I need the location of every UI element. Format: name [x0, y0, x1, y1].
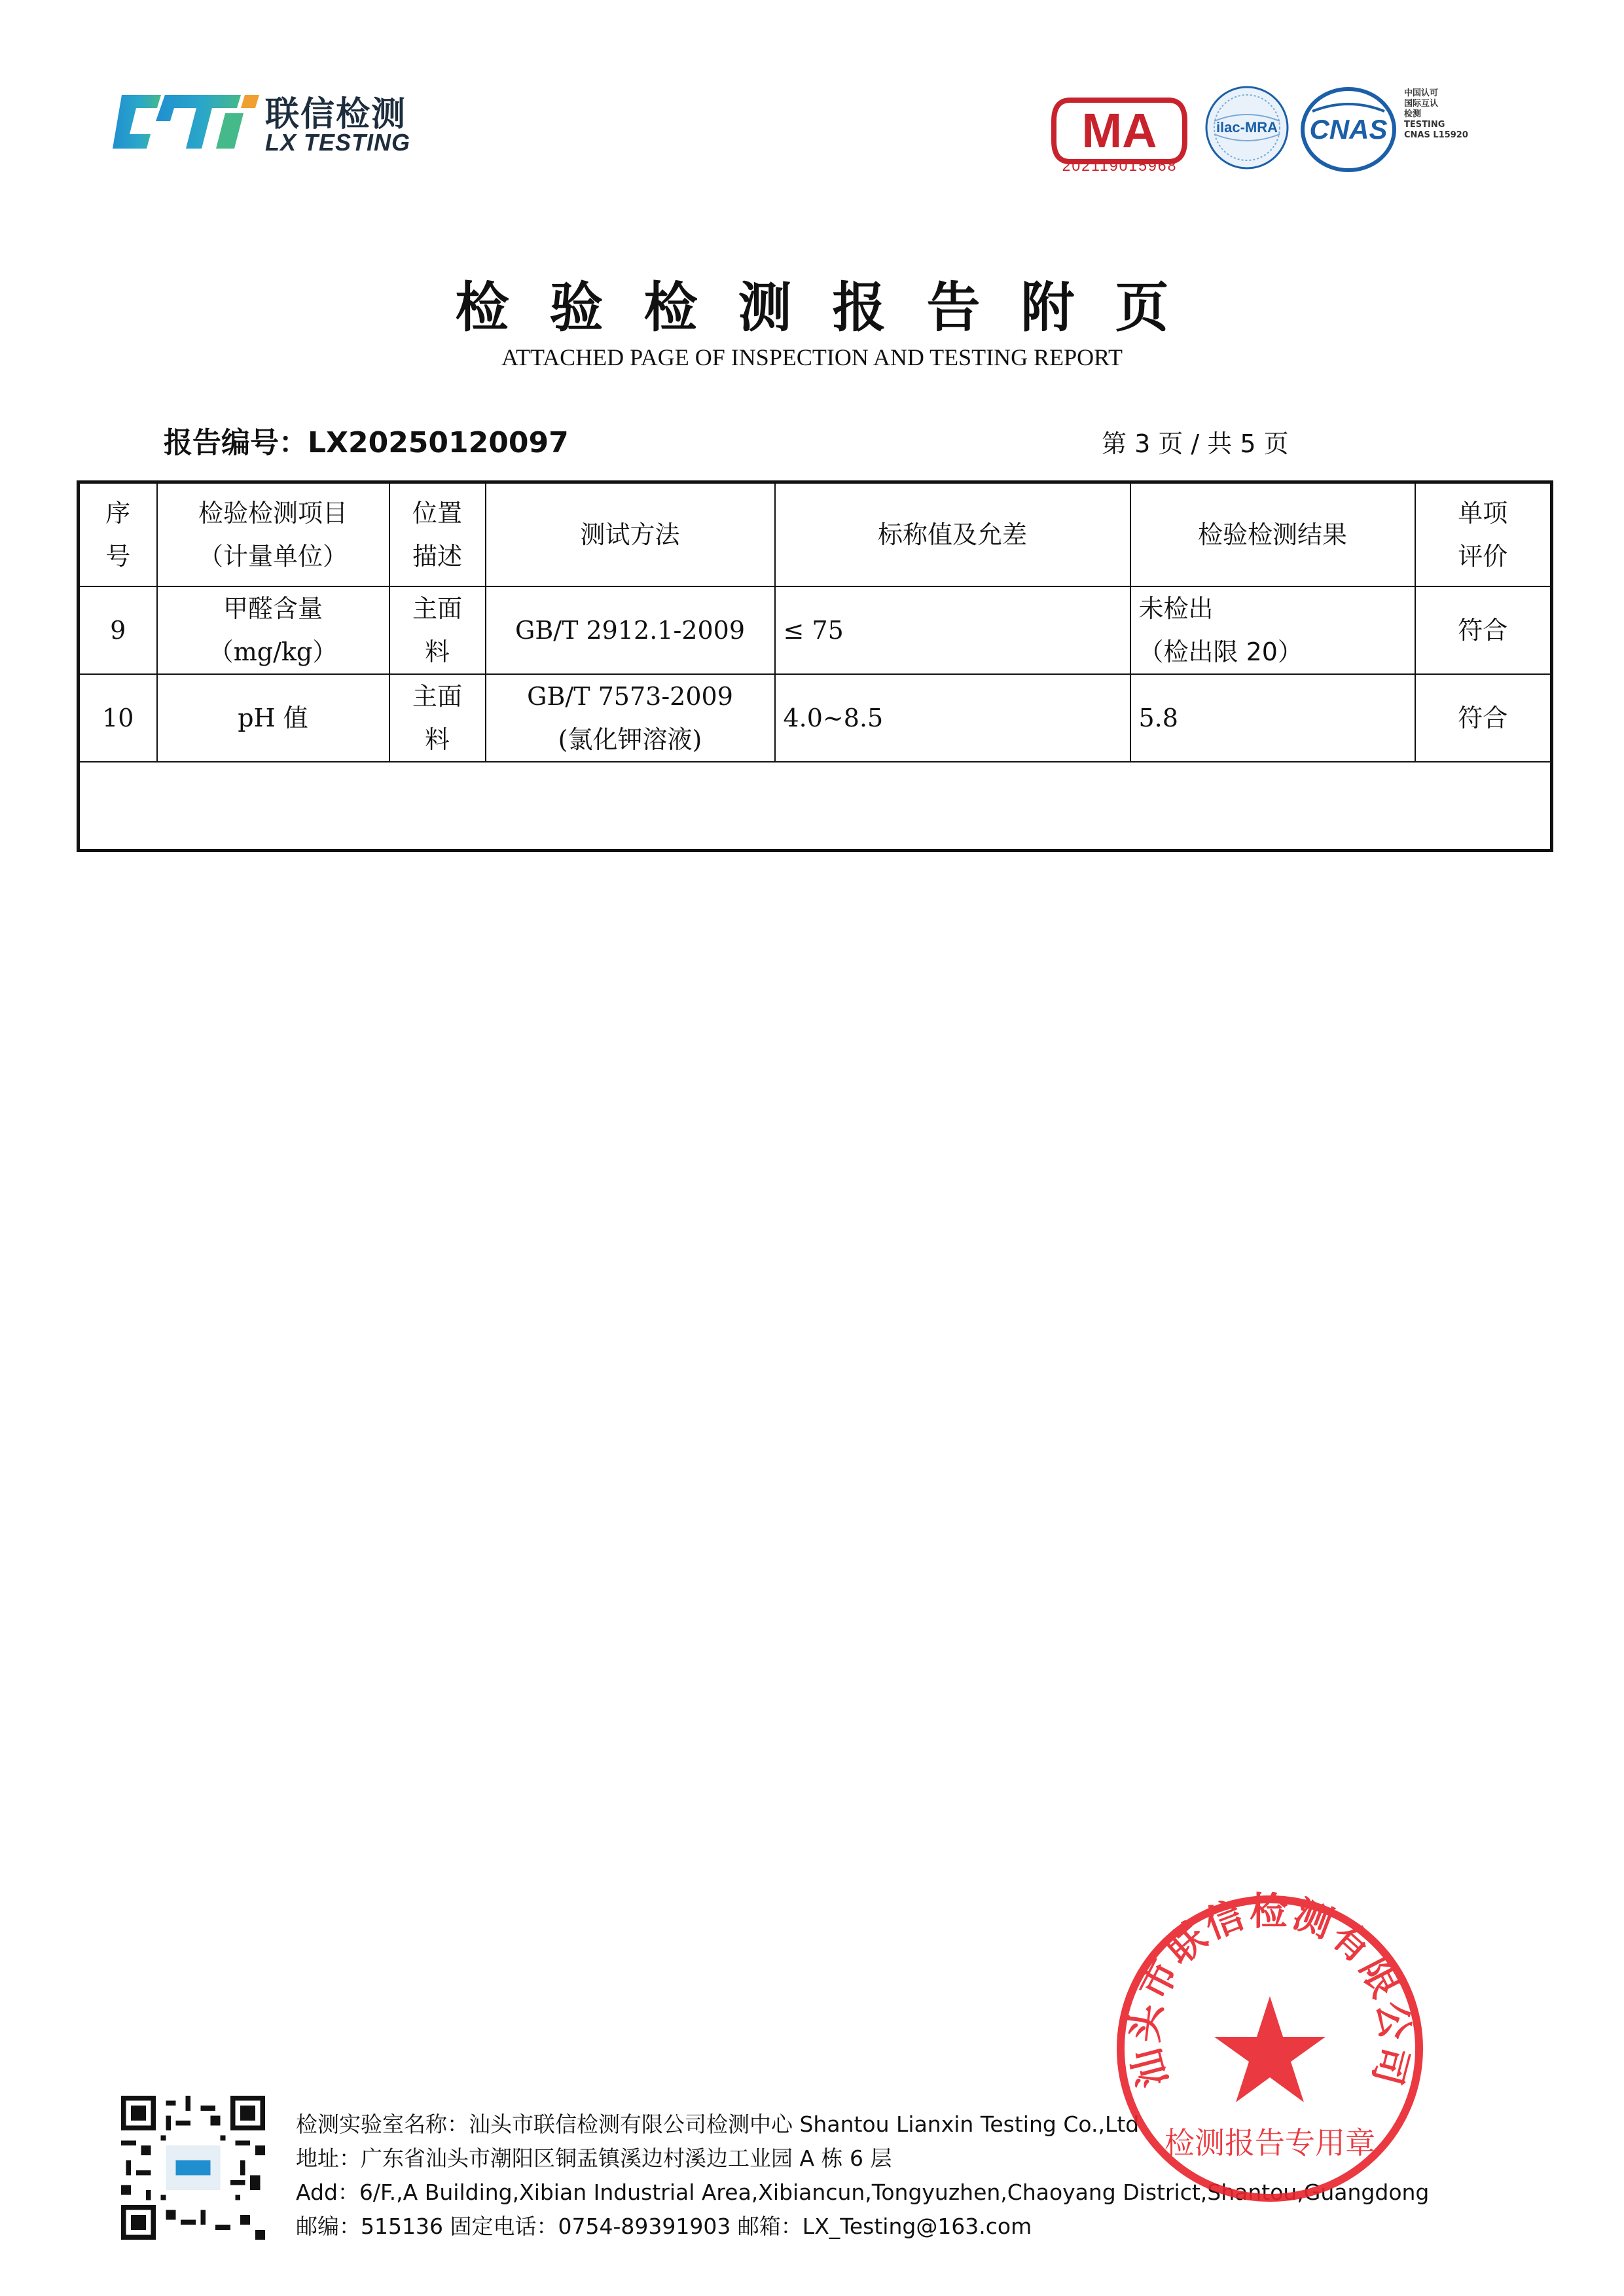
header-cell-evaluation: 单项 评价: [1415, 482, 1552, 587]
cell-evaluation: 符合: [1415, 586, 1552, 674]
official-seal-stamp: [1113, 1892, 1427, 2206]
cnas-accreditation-text: [1404, 88, 1468, 141]
cell-evaluation: 符合: [1415, 674, 1552, 762]
results-table: [77, 480, 1553, 852]
ilac-mra-text: ilac-MRA: [1216, 119, 1278, 135]
table-empty-row: [79, 762, 1552, 851]
document-title-english: ATTACHED PAGE OF INSPECTION AND TESTING REPORT: [501, 344, 1123, 370]
lx-testing-logo-mark: [110, 88, 261, 156]
header-cell-item: 检验检测项目 （计量单位）: [157, 482, 389, 587]
footer-address-cn: 地址：广东省汕头市潮阳区铜盂镇溪边村溪边工业园 A 栋 6 层: [296, 2145, 892, 2171]
cell-nominal: ≤ 75: [775, 586, 1130, 674]
cnas-line: 检测: [1404, 109, 1422, 119]
cnas-mark-text: CNAS: [1309, 114, 1388, 145]
cnas-line: TESTING: [1404, 120, 1445, 130]
logo-english-name: LX TESTING: [265, 129, 411, 156]
seal-star-icon: [1214, 1996, 1326, 2102]
cell-no: 9: [79, 586, 157, 674]
cnas-line: 中国认可: [1404, 88, 1439, 98]
table-header-row: [79, 482, 1552, 587]
empty-cell: [79, 762, 1552, 851]
footer-contact: 邮编：515136 固定电话：0754-89391903 邮箱：LX_Testing@163.com: [296, 2214, 1032, 2239]
report-number: 报告编号：LX20250120097: [164, 426, 569, 459]
table-row: [79, 586, 1552, 674]
ilac-mra-icon: [1201, 82, 1293, 173]
footer-address-en: Add：6/F.,A Building,Xibian Industrial Area,Xibiancun,Tongyuzhen,Chaoyang District,Shantou,Guangdong: [296, 2179, 1430, 2205]
cell-position: 主面 料: [389, 674, 486, 762]
qr-code-icon[interactable]: [121, 2096, 265, 2240]
table-row: [79, 674, 1552, 762]
page-indicator: 第 3 页 / 共 5 页: [1102, 429, 1289, 458]
cell-item: pH 值: [157, 674, 389, 762]
cell-result: 5.8: [1130, 674, 1415, 762]
document-title-chinese: 检验检测报告附页: [455, 277, 1210, 339]
cma-number: 202119015968: [1062, 157, 1178, 174]
header-cell-method: 测试方法: [486, 482, 775, 587]
logo-chinese-name: 联信检测: [265, 95, 407, 134]
cnas-mark-icon: [1299, 84, 1398, 175]
seal-bottom-text: 检测报告专用章: [1164, 2125, 1375, 2161]
cell-position: 主面 料: [389, 586, 486, 674]
header-cell-position: 位置 描述: [389, 482, 486, 587]
cell-no: 10: [79, 674, 157, 762]
header-cell-result: 检验检测结果: [1130, 482, 1415, 587]
footer-lab-name: 检测实验室名称：汕头市联信检测有限公司检测中心 Shantou Lianxin Testing Co.,Ltd: [296, 2111, 1140, 2137]
cell-method: GB/T 2912.1-2009: [486, 586, 775, 674]
seal-arc-text: 汕头市联信检测有限公司: [1121, 1892, 1418, 2092]
cnas-line: 国际互认: [1404, 99, 1439, 109]
cell-item: 甲醛含量 （mg/kg）: [157, 586, 389, 674]
cma-mark-text: MA: [1081, 103, 1157, 158]
cell-result: 未检出 （检出限 20）: [1130, 586, 1415, 674]
cnas-line: CNAS L15920: [1404, 130, 1468, 140]
header-cell-nominal: 标称值及允差: [775, 482, 1130, 587]
cell-method: GB/T 7573-2009 (氯化钾溶液): [486, 674, 775, 762]
header-cell-no: 序 号: [79, 482, 157, 587]
cell-nominal: 4.0~8.5: [775, 674, 1130, 762]
